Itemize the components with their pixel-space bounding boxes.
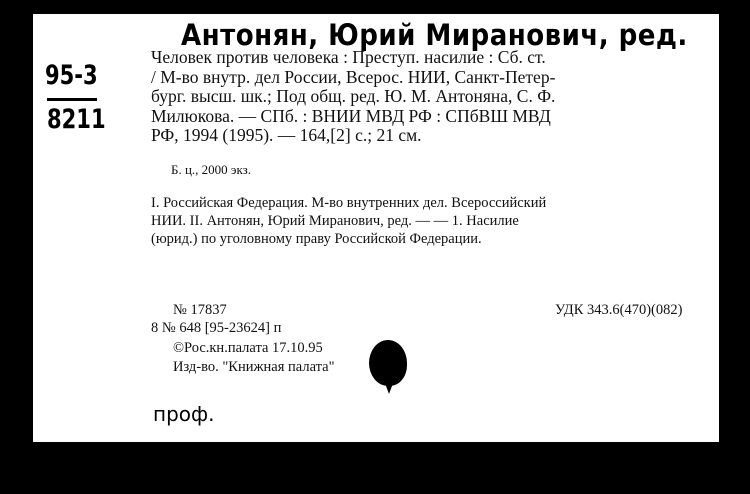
description-line: РФ, 1994 (1995). — 164,[2] с.; 21 см. xyxy=(151,125,422,145)
tracing-line: НИИ. II. Антонян, Юрий Миранович, ред. — — 1. Насилие xyxy=(151,213,519,229)
tracing-line: (юрид.) по уголовному праву Российской Федерации. xyxy=(151,231,482,247)
call-number-bottom: 8211 xyxy=(47,104,106,135)
publisher-line: Изд-во. "Книжная палата" xyxy=(173,359,335,375)
description-line: бург. высш. шк.; Под общ. ред. Ю. М. Антоняна, С. Ф. xyxy=(151,86,556,106)
description-line: Человек против человека : Преступ. насилие : Сб. ст. xyxy=(151,47,546,67)
tracing-line: I. Российская Федерация. М-во внутренних дел. Всероссийский xyxy=(151,195,547,211)
tracings xyxy=(151,194,709,248)
catalog-card xyxy=(33,14,719,442)
handwritten-heading: Антонян, Юрий Миранович, ред. xyxy=(181,18,688,52)
call-number-top: 95-3 xyxy=(45,60,98,91)
udc-code: УДК 343.6(470)(082) xyxy=(555,302,683,318)
circulation: Б. ц., 2000 экз. xyxy=(171,162,252,177)
ink-blot xyxy=(369,340,407,386)
description-line: Милюкова. — СПб. : ВНИИ МВД РФ : СПбВШ МВД xyxy=(151,105,551,126)
handwritten-note: проф. xyxy=(153,402,215,426)
book-chamber-number: 8 № 648 [95-23624] п xyxy=(151,320,282,336)
registration-number: № 17837 xyxy=(173,302,227,318)
copyright-line: ©Рос.кн.палата 17.10.95 xyxy=(173,340,323,356)
description-line: / М-во внутр. дел России, Всерос. НИИ, Санкт-Петер- xyxy=(151,66,556,87)
main-description xyxy=(151,48,709,146)
call-number-divider xyxy=(47,98,97,101)
